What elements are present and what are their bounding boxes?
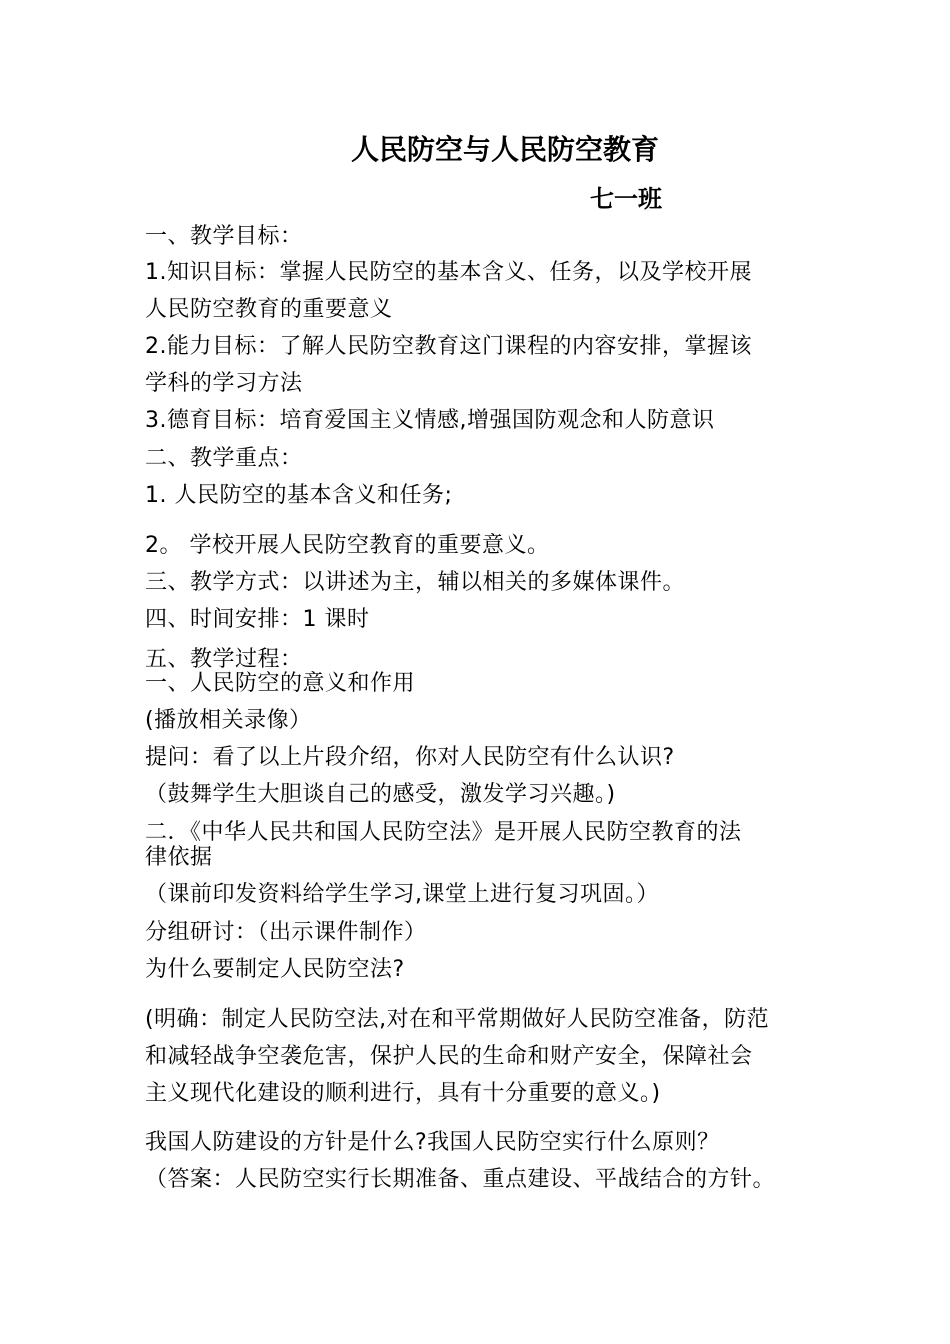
paragraph-line: 3.德育目标：培育爱国主义情感,增强国防观念和人防意识 [145, 408, 715, 433]
section-heading: 三、教学方式：以讲述为主，辅以相关的多媒体课件。 [145, 570, 686, 595]
section-heading: 二．《中华人民共和国人民防空法》是开展人民防空教育的法 [145, 820, 742, 845]
paragraph-line: 人民防空教育的重要意义 [145, 297, 393, 322]
paragraph-line: 我国人防建设的方针是什么?我国人民防空实行什么原则？ [145, 1130, 720, 1155]
section-heading: 一、人民防空的意义和作用 [145, 671, 416, 696]
paragraph-line: 主义现代化建设的顺利进行，具有十分重要的意义。) [145, 1081, 661, 1106]
paragraph-line: 1.知识目标：掌握人民防空的基本含义、任务，以及学校开展 [145, 260, 752, 285]
paragraph-line: 为什么要制定人民防空法? [145, 957, 405, 982]
paragraph-line: （鼓舞学生大胆谈自己的感受，激发学习兴趣。) [145, 782, 616, 807]
paragraph-line: （答案：人民防空实行长期准备、重点建设、平战结合的方针。 [145, 1167, 776, 1192]
section-heading: 二、教学重点： [145, 446, 303, 471]
section-heading: 一、教学目标： [145, 224, 303, 249]
class-name: 七一班 [590, 185, 662, 213]
document-title: 人民防空与人民防空教育 [350, 133, 659, 166]
section-heading: 五、教学过程： [145, 647, 303, 672]
paragraph-line: (明确：制定人民防空法,对在和平常期做好人民防空准备，防范 [145, 1007, 770, 1032]
paragraph-line: 2。 学校开展人民防空教育的重要意义。 [145, 533, 550, 558]
paragraph-line: (播放相关录像） [145, 708, 312, 733]
paragraph-line: 提问：看了以上片段介绍，你对人民防空有什么认识? [145, 745, 675, 770]
paragraph-line: 学科的学习方法 [145, 371, 303, 396]
section-heading: 律依据 [145, 845, 213, 870]
section-heading: 四、时间安排：1 课时 [145, 607, 370, 632]
paragraph-line: 2.能力目标：了解人民防空教育这门课程的内容安排，掌握该 [145, 334, 752, 359]
paragraph-line: 1. 人民防空的基本含义和任务; [145, 483, 453, 508]
paragraph-line: 分组研讨：（出示课件制作） [145, 920, 427, 945]
paragraph-line: 和减轻战争空袭危害，保护人民的生命和财产安全，保障社会 [145, 1044, 753, 1069]
paragraph-line: （课前印发资料给学生学习,课堂上进行复习巩固。） [145, 882, 659, 907]
